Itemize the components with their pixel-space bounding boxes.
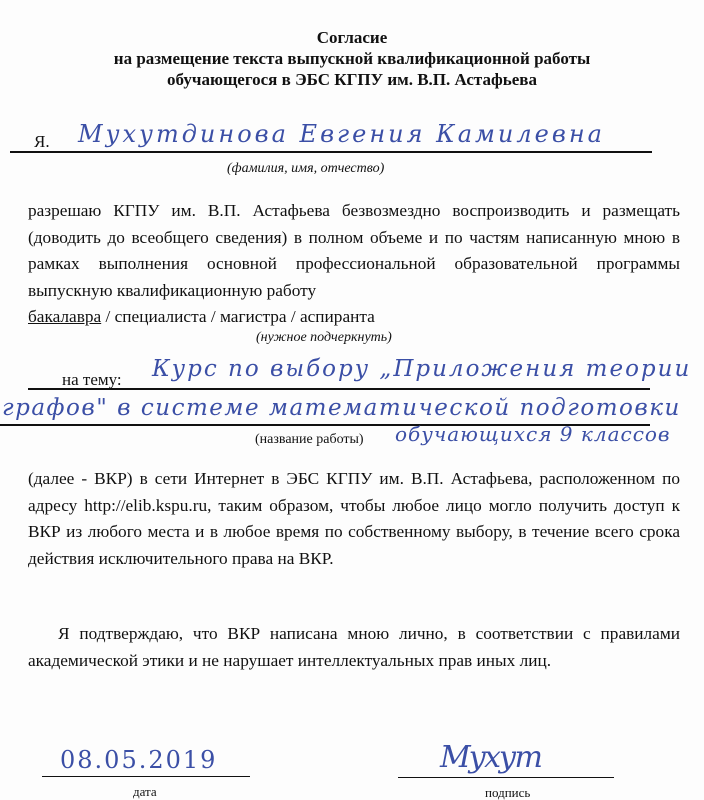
topic-handwritten-line-2: графов" в системе математической подготовки — [2, 395, 681, 421]
confirmation-text: Я подтверждаю, что ВКР написана мною лично, в соответствии с правилами академической этики и не нарушает интеллектуальных прав иных лиц. — [28, 624, 680, 670]
date-handwritten: 08.05.2019 — [60, 746, 218, 774]
permission-paragraph — [28, 198, 680, 331]
topic-handwritten-line-1: Курс по выбору „Приложения теории — [152, 356, 692, 382]
topic-label: на тему: — [62, 370, 122, 389]
terms-text: (далее - ВКР) в сети Интернет в ЭБС КГПУ им. В.П. Астафьева, расположенном по адресу http://elib.kspu.ru, таким образом, чтобы любое лицо могло получить доступ к ВКР из любого места и в любое время по собственному выбору, в течение всего срока действия исключительного права на ВКР. — [28, 469, 680, 568]
signature-underline — [398, 777, 614, 778]
signature-label: подпись — [485, 785, 531, 800]
permission-text: разрешаю КГПУ им. В.П. Астафьева безвозмездно воспроизводить и размещать (доводить до всеобщего сведения) в полном объеме и по частям написанную мною в рамках выполнения основной профессиональной образовательной программы выпускную квалификационную работу — [28, 201, 680, 300]
name-handwritten: Мухутдинова Евгения Камилевна — [78, 120, 605, 148]
date-label: дата — [133, 784, 157, 799]
document-title — [0, 27, 704, 90]
name-underline — [10, 151, 652, 153]
date-underline — [42, 776, 250, 777]
name-hint: (фамилия, имя, отчество) — [227, 161, 385, 176]
name-prefix: Я. — [34, 132, 50, 151]
title-line-3: обучающегося в ЭБС КГПУ им. В.П. Астафьева — [167, 70, 537, 89]
degree-options: / специалиста / магистра / аспиранта — [101, 307, 375, 326]
degree-bachelor-selected: бакалавра — [28, 307, 102, 326]
topic-hint: (название работы) — [255, 432, 364, 447]
underline-hint: (нужное подчеркнуть) — [256, 330, 392, 345]
topic-handwritten-line-3: обучающихся 9 классов — [395, 422, 671, 446]
title-line-1: Согласие — [316, 28, 388, 47]
terms-paragraph — [28, 466, 680, 572]
confirmation-paragraph — [28, 621, 680, 674]
signature-handwritten: Мухут — [440, 740, 541, 775]
title-line-2: на размещение текста выпускной квалификационной работы — [113, 49, 591, 68]
